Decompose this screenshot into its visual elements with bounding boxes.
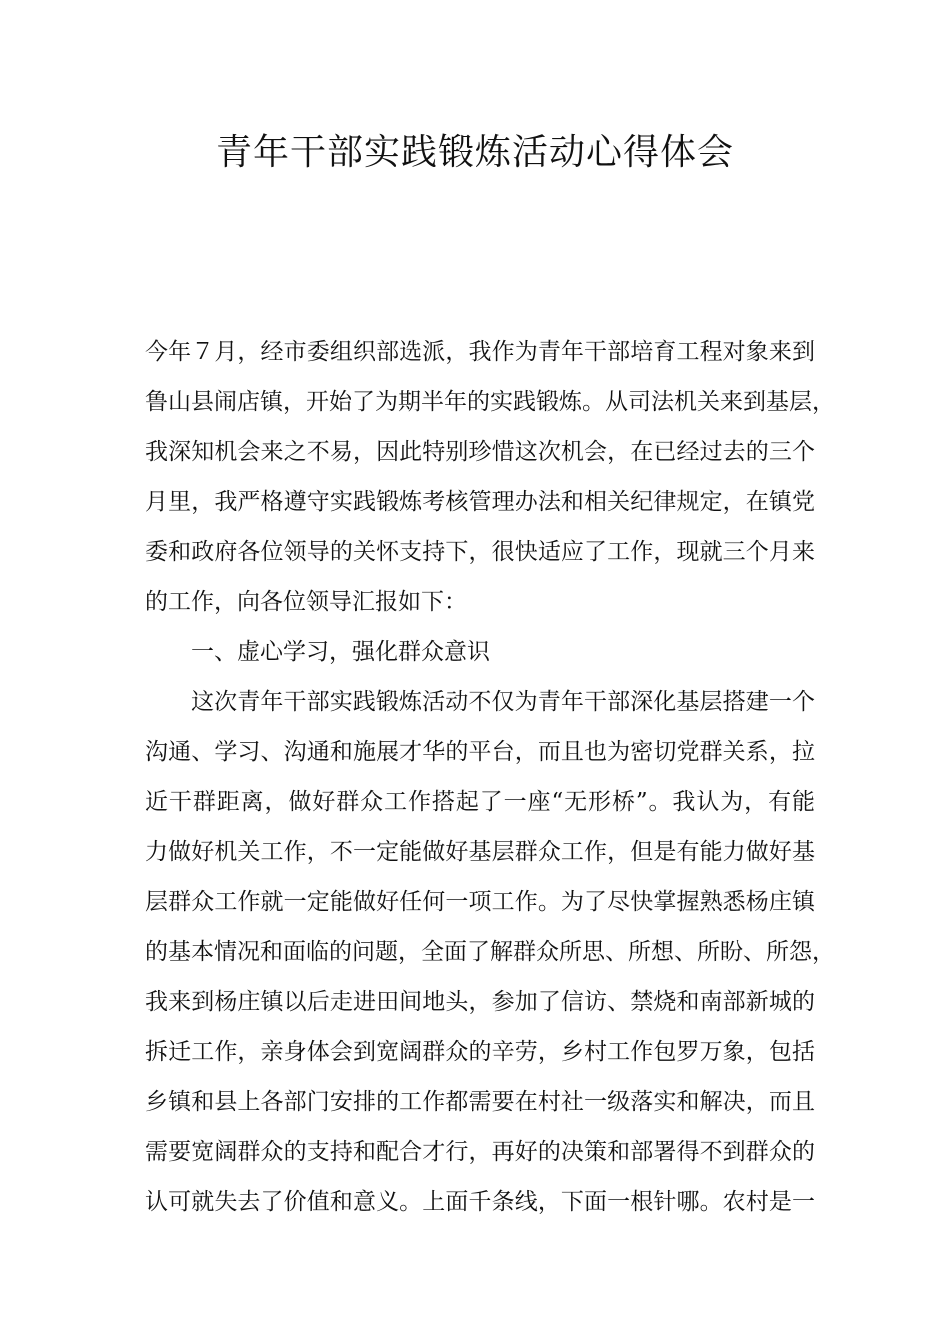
paragraph-line: 我来到杨庄镇以后走进田间地头，参加了信访、禁烧和南部新城的 [145,989,815,1015]
document-title: 青年干部实践锻炼活动心得体会 [215,132,734,173]
paragraph-line: 鲁山县闹店镇，开始了为期半年的实践锻炼。从司法机关来到基层， [145,389,835,415]
paragraph-line: 今年７月，经市委组织部选派，我作为青年干部培育工程对象来到 [145,339,815,365]
paragraph-line: 我深知机会来之不易，因此特别珍惜这次机会，在已经过去的三个 [145,439,815,465]
paragraph-line: 近干群距离，做好群众工作搭起了一座“无形桥”。我认为，有能 [145,789,815,815]
paragraph-line: 的基本情况和面临的问题，全面了解群众所思、所想、所盼、所怨， [145,939,835,965]
paragraph-line: 月里，我严格遵守实践锻炼考核管理办法和相关纪律规定，在镇党 [145,489,815,515]
section-heading: 一、虚心学习，强化群众意识 [191,639,490,665]
paragraph-line: 这次青年干部实践锻炼活动不仅为青年干部深化基层搭建一个 [191,689,815,715]
paragraph-line: 乡镇和县上各部门安排的工作都需要在村社一级落实和解决，而且 [145,1089,815,1115]
paragraph-line: 层群众工作就一定能做好任何一项工作。为了尽快掌握熟悉杨庄镇 [145,889,815,915]
paragraph-line: 需要宽阔群众的支持和配合才行，再好的决策和部署得不到群众的 [145,1139,815,1165]
paragraph-line: 力做好机关工作，不一定能做好基层群众工作，但是有能力做好基 [145,839,815,865]
paragraph-line: 拆迁工作，亲身体会到宽阔群众的辛劳，乡村工作包罗万象，包括 [145,1039,815,1065]
paragraph-line: 的工作，向各位领导汇报如下： [145,589,467,615]
paragraph-line: 认可就失去了价值和意义。上面千条线，下面一根针哪。农村是一 [145,1189,815,1215]
paragraph-line: 沟通、学习、沟通和施展才华的平台，而且也为密切党群关系，拉 [145,739,815,765]
paragraph-1 [145,327,835,1227]
paragraph-line: 委和政府各位领导的关怀支持下，很快适应了工作，现就三个月来 [145,539,815,565]
